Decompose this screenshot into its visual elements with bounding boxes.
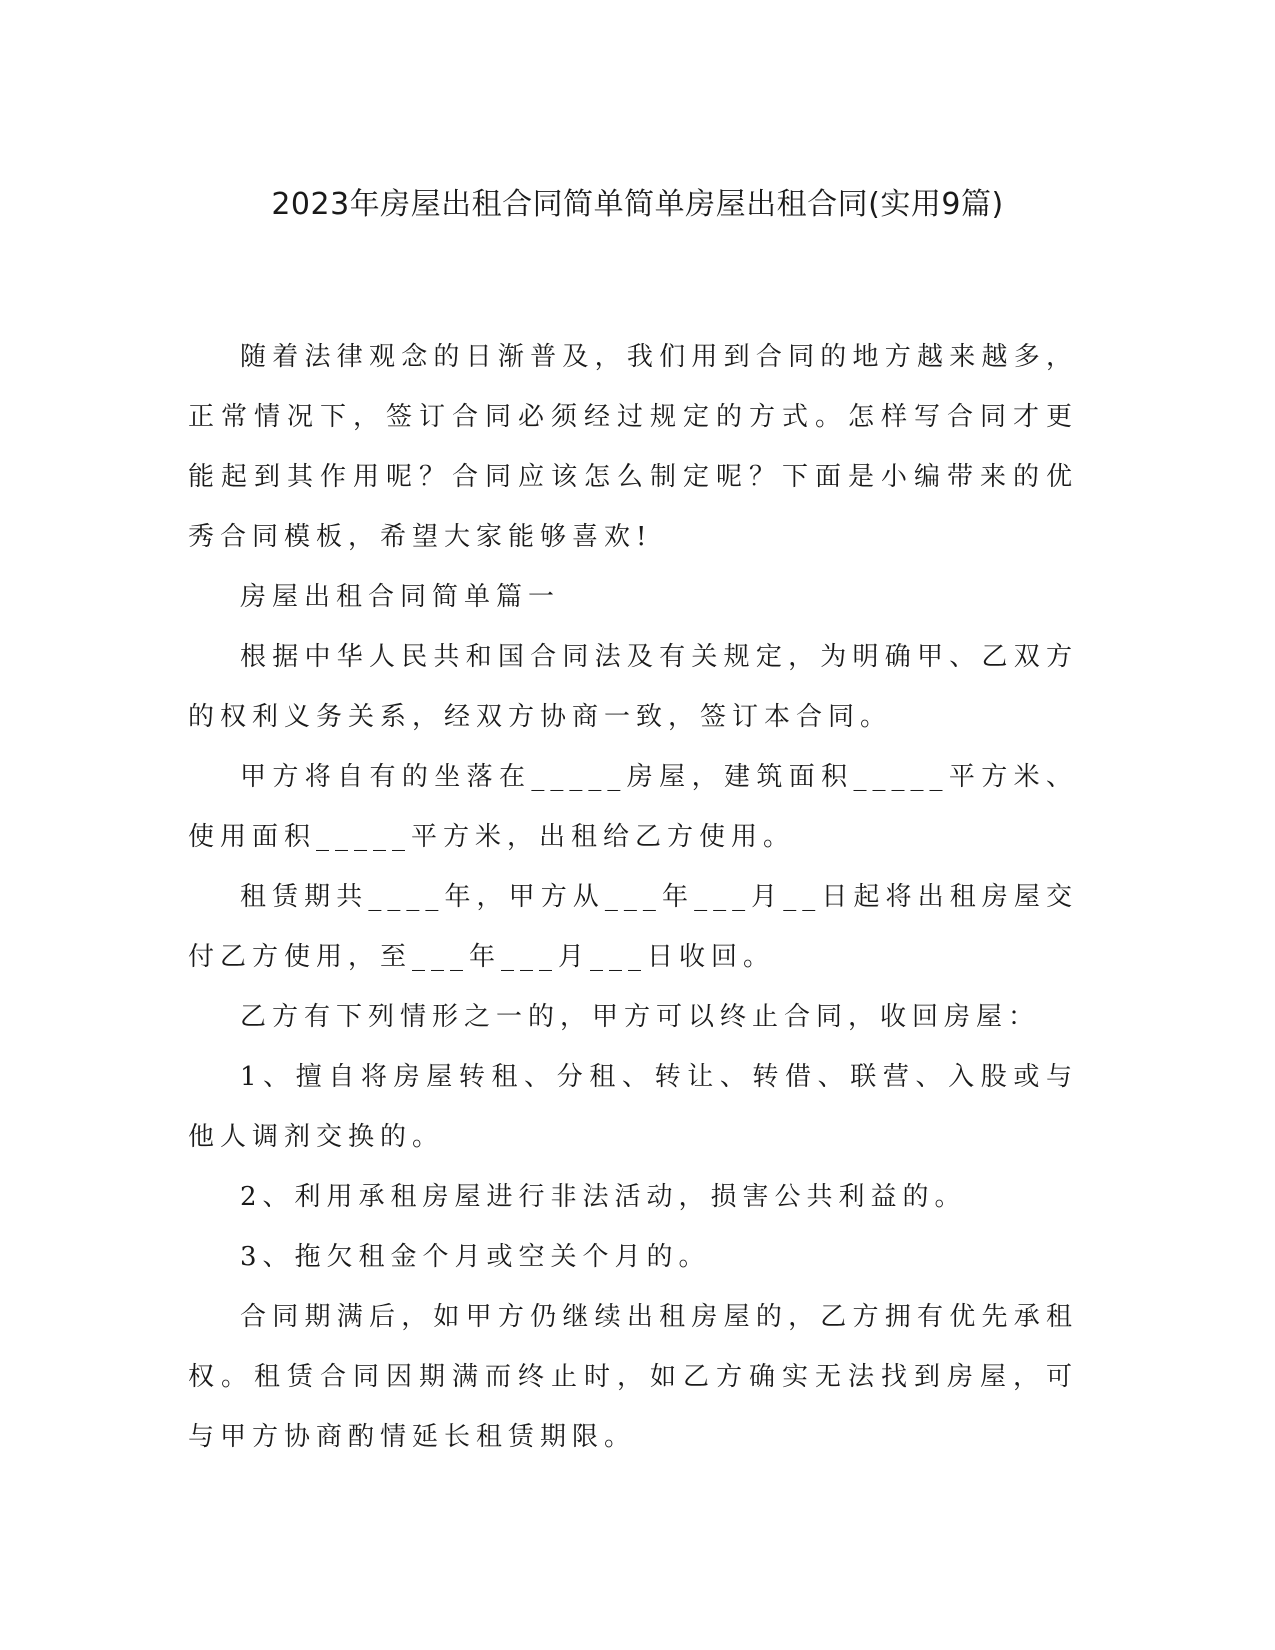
clause-item-2: 2、利用承租房屋进行非法活动，损害公共利益的。 bbox=[240, 1182, 967, 1212]
section-heading-part-one: 房屋出租合同简单篇一 bbox=[240, 582, 561, 612]
paragraph-renewal: 合同期满后，如甲方仍继续出租房屋的，乙方拥有优先承租权。租赁合同因期满而终止时，如乙方确实无法找到房屋，可与甲方协商酌情延长租赁期限。 bbox=[188, 1302, 1078, 1452]
clause-item-3: 3、拖欠租金个月或空关个月的。 bbox=[240, 1242, 711, 1272]
clause-item-1: 1、擅自将房屋转租、分租、转让、转借、联营、入股或与他人调剂交换的。 bbox=[188, 1062, 1078, 1152]
paragraph-lease-term: 租赁期共____年，甲方从___年___月__日起将出租房屋交付乙方使用，至___年___月___日收回。 bbox=[188, 882, 1078, 972]
document-title: 2023年房屋出租合同简单简单房屋出租合同(实用9篇) bbox=[271, 187, 1004, 222]
paragraph-legal-basis: 根据中华人民共和国合同法及有关规定，为明确甲、乙双方的权利义务关系，经双方协商一致，签订本合同。 bbox=[188, 642, 1078, 732]
intro-paragraph: 随着法律观念的日渐普及，我们用到合同的地方越来越多，正常情况下，签订合同必须经过规定的方式。怎样写合同才更能起到其作用呢？合同应该怎么制定呢？下面是小编带来的优秀合同模板，希望大家能够喜欢! bbox=[188, 342, 1078, 552]
paragraph-property-details: 甲方将自有的坐落在_____房屋，建筑面积_____平方米、使用面积_____平方米，出租给乙方使用。 bbox=[188, 762, 1078, 852]
paragraph-termination-conditions: 乙方有下列情形之一的，甲方可以终止合同，收回房屋： bbox=[240, 1002, 1041, 1032]
document-body bbox=[188, 327, 1078, 1467]
